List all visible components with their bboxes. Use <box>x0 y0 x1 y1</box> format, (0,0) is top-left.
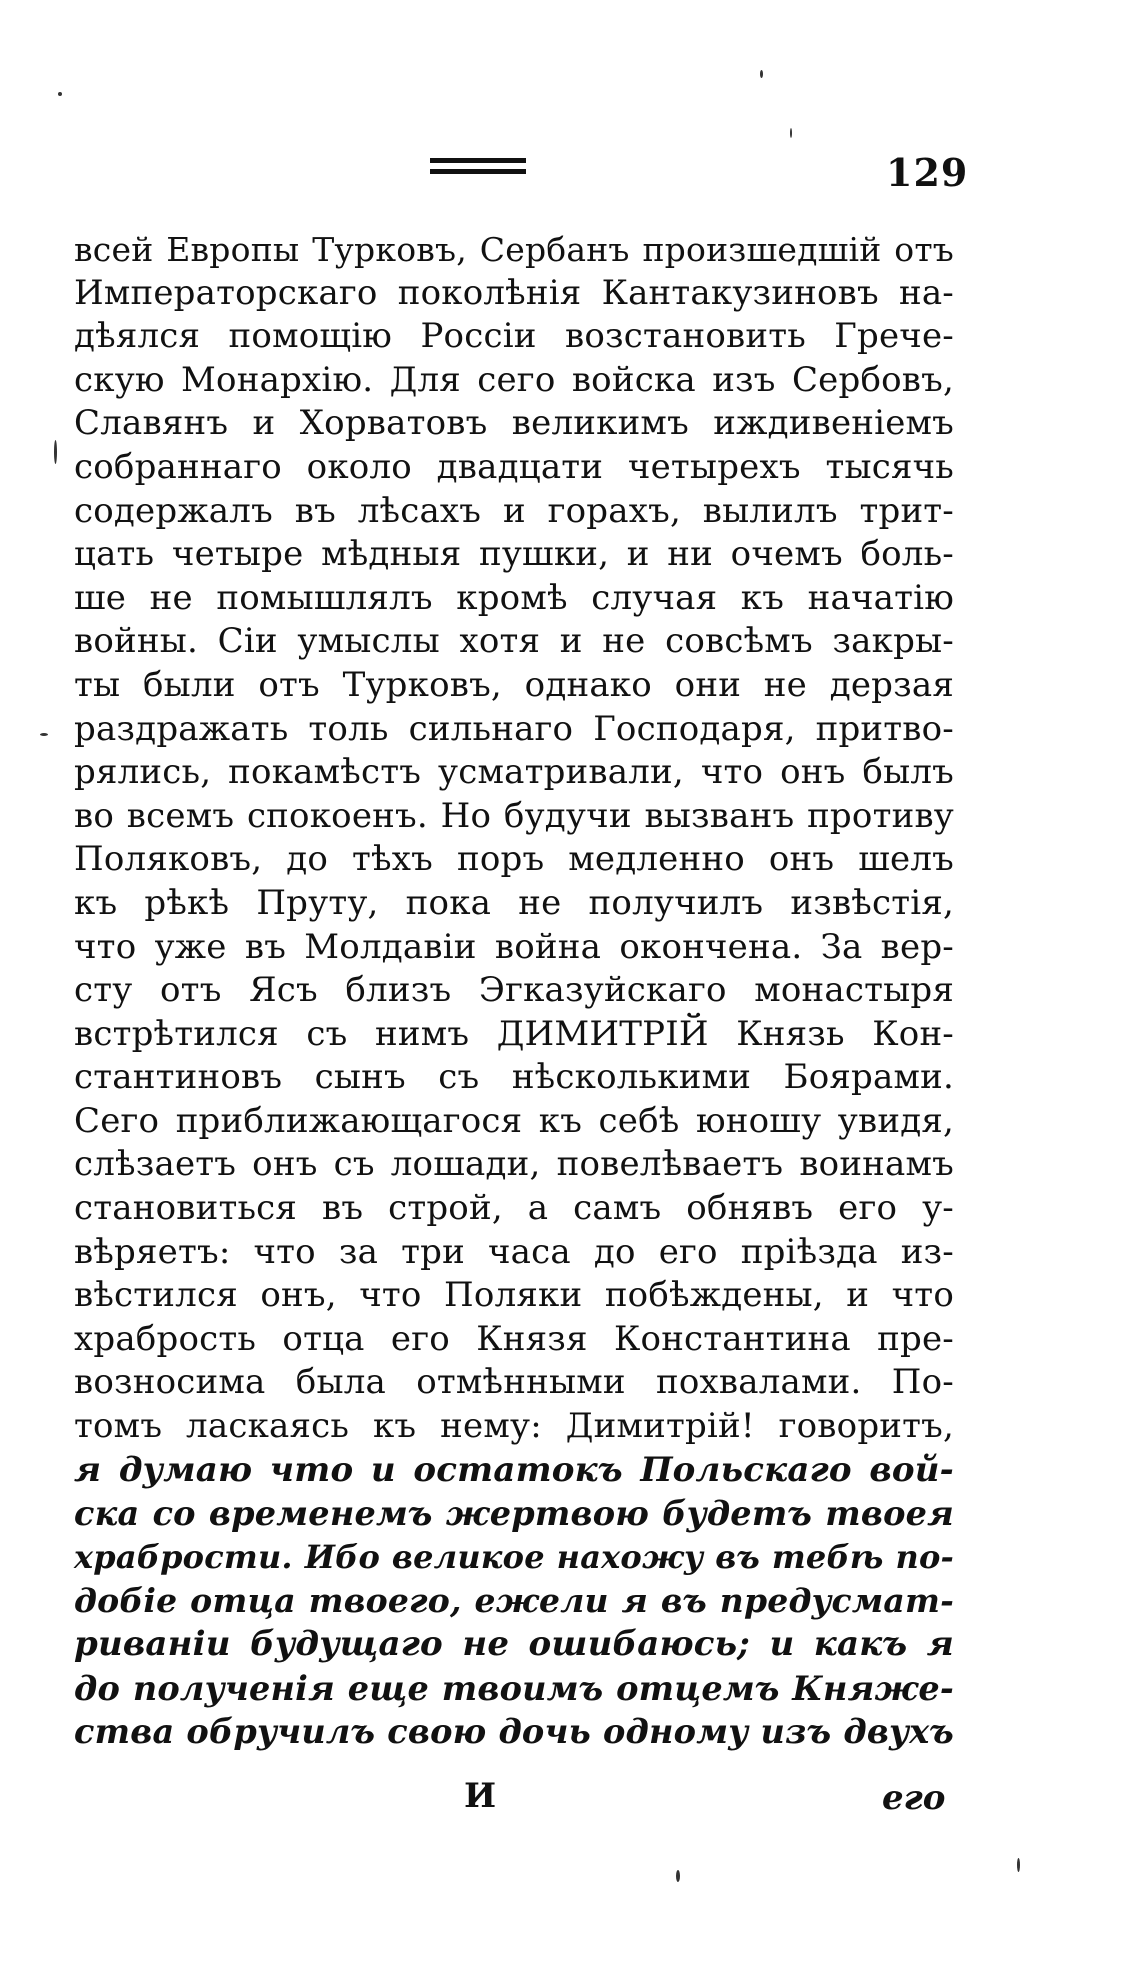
text-line: храбрость отца его Князя Константина пре- <box>74 1318 954 1359</box>
body-text <box>74 228 954 1754</box>
text-line: до полученія еще твоимъ отцемъ Княже- <box>74 1668 954 1708</box>
text-line: Императорскаго поколѣнія Кантакузиновъ на- <box>74 272 954 313</box>
scan-speck <box>760 70 763 78</box>
text-line: скую Монархію. Для сего войска изъ Сербовъ, <box>74 359 954 400</box>
scan-speck <box>54 440 57 464</box>
text-line: ска со временемъ жертвою будетъ твоея <box>74 1494 954 1534</box>
text-line: томъ ласкаясь къ нему: Димитрій! говоритъ, <box>74 1406 954 1447</box>
text-line: ты были отъ Турковъ, однако они не дерзая <box>74 664 954 705</box>
text-line: что уже въ Молдавіи война окончена. За вер- <box>74 926 954 967</box>
text-line: къ рѣкѣ Пруту, пока не получилъ извѣстія, <box>74 882 954 923</box>
text-line: вѣряетъ: что за три часа до его пріѣзда из- <box>74 1231 954 1272</box>
text-line: рялись, покамѣстъ усматривали, что онъ былъ <box>74 752 954 793</box>
text-line: дѣялся помощію Россіи возстановить Грече- <box>74 316 954 357</box>
page-footer <box>0 1776 1140 1826</box>
text-line: ства обручилъ свою дочь одному изъ двухъ <box>74 1712 954 1752</box>
scan-speck <box>58 92 62 96</box>
text-line: встрѣтился съ нимъ ДИМИТРІЙ Князь Кон- <box>74 1013 954 1054</box>
text-line: во всемъ спокоенъ. Но будучи вызванъ противу <box>74 795 954 836</box>
text-line: цать четыре мѣдныя пушки, и ни очемъ боль- <box>74 534 954 575</box>
page-number: 129 <box>886 150 969 195</box>
text-line: вѣстился онъ, что Поляки побѣждены, и что <box>74 1275 954 1316</box>
scan-speck <box>1017 1858 1020 1872</box>
catchword: его <box>882 1778 946 1818</box>
text-line: становиться въ строй, а самъ обнявъ его у- <box>74 1188 954 1229</box>
text-line: всей Европы Турковъ, Сербанъ произшедшій отъ <box>74 230 954 269</box>
text-line: храбрости. Ибо великое нахожу въ тебѣ по- <box>74 1537 954 1576</box>
text-line: слѣзаетъ онъ съ лошади, повелѣваетъ воинамъ <box>74 1144 954 1185</box>
text-line: я думаю что и остатокъ Польскаго вой- <box>74 1449 954 1490</box>
text-line: сту отъ Ясъ близъ Эгказуйскаго монастыря <box>74 970 954 1011</box>
text-line: стантиновъ сынъ съ нѣсколькими Боярами. <box>74 1057 954 1098</box>
text-line: войны. Сіи умыслы хотя и не совсѣмъ закры- <box>74 621 954 662</box>
header-rule <box>430 158 526 180</box>
text-line: Сего приближающагося къ себѣ юношу увидя, <box>74 1100 954 1141</box>
text-line: Поляковъ, до тѣхъ поръ медленно онъ шелъ <box>74 839 954 880</box>
text-line: возносима была отмѣнными похвалами. По- <box>74 1362 954 1403</box>
scan-speck <box>40 733 48 736</box>
text-line: раздражать толь сильнаго Господаря, притво- <box>74 708 954 749</box>
text-line: ше не помышлялъ кромѣ случая къ начатію <box>74 577 954 618</box>
text-line: Славянъ и Хорватовъ великимъ иждивеніемъ <box>74 403 954 444</box>
scan-speck <box>676 1870 680 1882</box>
signature-mark: И <box>464 1776 497 1816</box>
text-line: риваніи будущаго не ошибаюсь; и какъ я <box>74 1624 954 1664</box>
text-line: добіе отца твоего, ежели я въ предусмат- <box>74 1581 954 1621</box>
scan-speck <box>790 128 792 138</box>
text-line: собраннаго около двадцати четырехъ тысячь <box>74 446 954 487</box>
text-line: содержалъ въ лѣсахъ и горахъ, вылилъ трит- <box>74 490 954 531</box>
